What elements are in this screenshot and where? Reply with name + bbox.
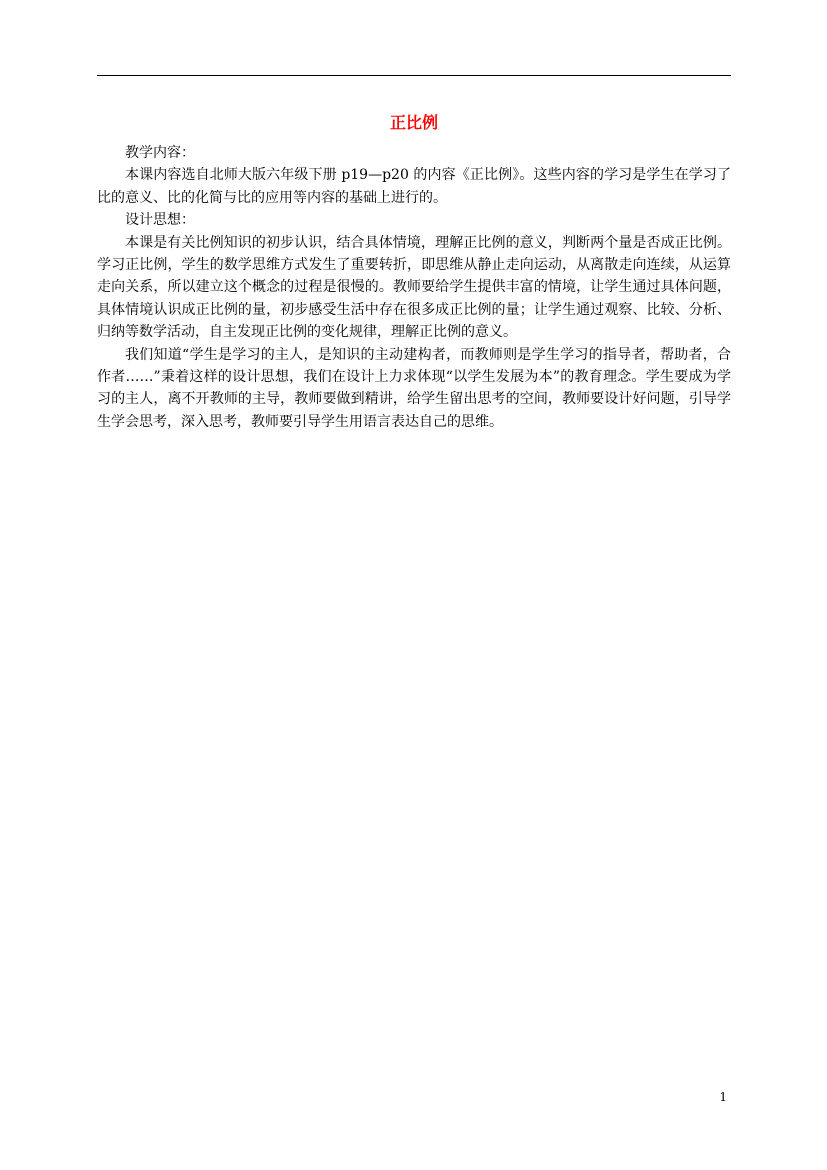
section-heading-design-idea: 设计思想： [125, 212, 195, 229]
page-number: 1 [719, 1090, 727, 1104]
paragraph-design-idea: 本课是有关比例知识的初步认识，结合具体情境，理解正比例的意义，判断两个量是否成正比例。学习正比例，学生的数学思维方式发生了重要转折，即思维从静止走向运动，从离散走向连续，从运算走向关系，所以建立这个概念的过程是很慢的。教师要给学生提供丰富的情境，让学生通过具体问题，具体情境认识成正比例的量，初步感受生活中存在很多成正比例的量；让学生通过观察、比较、分析、归纳等数学活动，自主发现正比例的变化规律，理解正比例的意义。 [97, 234, 731, 341]
paragraph-teaching-content: 本课内容选自北师大版六年级下册 p19—p20 的内容《正比例》。这些内容的学习是学生在学习了比的意义、比的化简与比的应用等内容的基础上进行的。 [97, 167, 731, 206]
section-heading-teaching-content: 教学内容： [125, 145, 195, 161]
paragraph-teaching-philosophy: 我们知道“学生是学习的主人，是知识的主动建构者，而教师则是学生学习的指导者，帮助者，合作者……”秉着这样的设计思想，我们在设计上力求体现“以学生发展为本”的教育理念。学生要成为学习的主人，离不开教师的主导，教师要做到精讲，给学生留出思考的空间，教师要设计好问题，引导学生学会思考，深入思考，教师要引导学生用语言表达自己的思维。 [97, 346, 731, 430]
document-body [97, 142, 731, 433]
header-rule [97, 75, 731, 76]
document-title: 正比例 [389, 113, 438, 132]
